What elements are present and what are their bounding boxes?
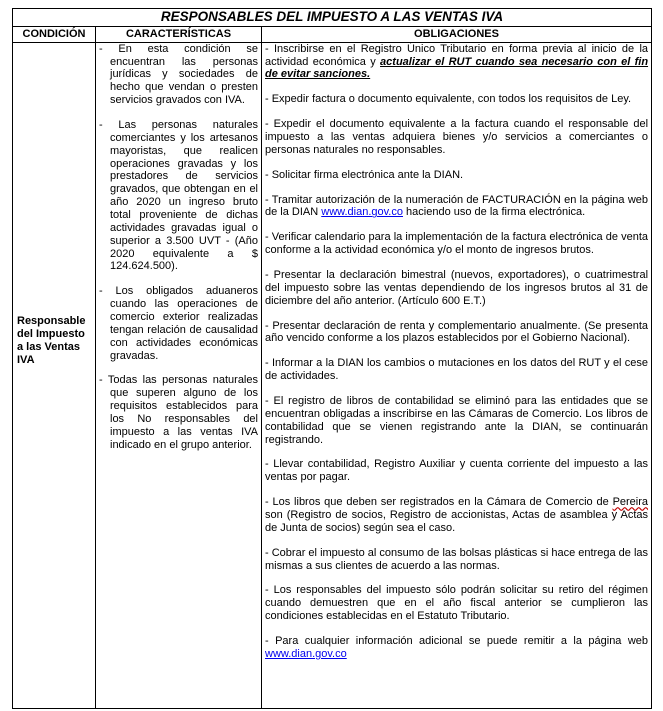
- caracteristica-item: - Las personas naturales comerciantes y los artesanos mayoristas, que realicen operaciones gravadas y los prestadores de servicios gravados, que obtengan en el año 2020 un ingreso bruto total proveniente de dichas actividades gravadas igual o superior a 3.500 UVT - (Año 2020 equivalente a $ 124.624.500).: [99, 119, 258, 273]
- dian-link[interactable]: www.dian.gov.co: [265, 647, 347, 660]
- dian-link[interactable]: www.dian.gov.co: [321, 206, 403, 219]
- obligacion-item: [265, 194, 648, 220]
- obligacion-text: - Los libros que deben ser registrados en la Cámara de Comercio de: [265, 496, 613, 509]
- obligacion-item: - Verificar calendario para la implementación de la factura electrónica de venta conforme a la actividad económica y/o el monto de ingresos brutos.: [265, 231, 649, 257]
- obligacion-item: - Presentar declaración de renta y complementario anualmente. (Se presenta año vencido conforme a los plazos establecidos por el Gobierno Nacional).: [265, 319, 649, 345]
- caracteristica-item: - Los obligados aduaneros cuando las operaciones de comercio exterior realizadas tengan relación de causalidad con actividades económicas gravadas.: [99, 285, 258, 362]
- obligacion-item: - El registro de libros de contabilidad se eliminó para las entidades que se encuentran obligadas a inscribirse en las Cámaras de Comercio. Los libros de contabilidad que se vienen registrando ante la DIAN, se continuarán registrando.: [265, 395, 649, 446]
- obligacion-item: [265, 496, 648, 535]
- obligacion-item: - Los responsables del impuesto sólo podrán solicitar su retiro del régimen cuando demuestren que en el año fiscal anterior se cumplieron las condiciones establecidas en el Estatuto Tributario.: [265, 584, 649, 623]
- obligacion-item: - Presentar la declaración bimestral (nuevos, exportadores), o cuatrimestral del impuesto sobre las ventas dependiendo de los ingresos brutos al 31 de diciembre del año anterior. (Artículo 600 E.T.): [265, 269, 649, 307]
- header-condicion: CONDICIÓN: [13, 26, 96, 42]
- obligacion-emphasis: actualizar el RUT cuando sea necesario con el fin de evitar sanciones.: [265, 55, 649, 81]
- obligacion-text: - Tramitar autorización de la numeración de FACTURACIÓN en la página web de la DIAN: [265, 193, 649, 219]
- responsables-iva-table: [12, 8, 652, 709]
- caracteristicas-cell: [96, 42, 262, 708]
- table-title: RESPONSABLES DEL IMPUESTO A LAS VENTAS IVA: [13, 9, 652, 27]
- header-obligaciones: OBLIGACIONES: [262, 26, 652, 42]
- obligacion-text: - Para cualquier información adicional se puede remitir a la página web: [265, 635, 649, 648]
- obligacion-item: - Solicitar firma electrónica ante la DIAN.: [265, 168, 464, 181]
- condicion-cell: [13, 42, 96, 708]
- obligacion-text: son (Registro de socios, Registro de accionistas, Actas de asamblea y Actas de Junta de socios) según sea el caso.: [265, 509, 649, 534]
- spellcheck-word: Pereira: [612, 496, 649, 509]
- obligacion-item: [265, 43, 648, 82]
- obligacion-item: - Expedir el documento equivalente a la factura cuando el responsable del impuesto a las ventas adquiera bienes y/o servicios a comerciantes o personas naturales no responsables.: [265, 118, 649, 156]
- obligacion-item: - Cobrar el impuesto al consumo de las bolsas plásticas si hace entrega de las mismas a sus clientes de acuerdo a las normas.: [265, 546, 649, 572]
- header-caracteristicas: CARACTERÍSTICAS: [96, 26, 262, 42]
- condicion-label: Responsable del Impuesto a las Ventas IVA: [17, 315, 86, 366]
- caracteristica-item: - En esta condición se encuentran las personas jurídicas y sociedades de hecho que vendan o presten servicios gravados con IVA.: [99, 42, 258, 107]
- obligacion-text: haciendo uso de la firma electrónica.: [402, 206, 586, 219]
- obligacion-text: - Inscribirse en el Registro Único Tributario en forma previa al inicio de la actividad económica y: [265, 42, 649, 68]
- obligaciones-cell: [262, 42, 652, 708]
- obligacion-item: - Expedir factura o documento equivalente, con todos los requisitos de Ley.: [265, 93, 632, 106]
- obligacion-item: - Informar a la DIAN los cambios o mutaciones en los datos del RUT y el cese de actividades.: [265, 357, 649, 383]
- obligacion-item: [265, 635, 648, 661]
- caracteristica-item: - Todas las personas naturales que superen alguno de los requisitos establecidos para los No responsables del impuesto a las ventas IVA indicado en el grupo anterior.: [99, 374, 258, 451]
- obligacion-item: - Llevar contabilidad, Registro Auxiliar y cuenta corriente del impuesto a las ventas por pagar.: [265, 458, 649, 484]
